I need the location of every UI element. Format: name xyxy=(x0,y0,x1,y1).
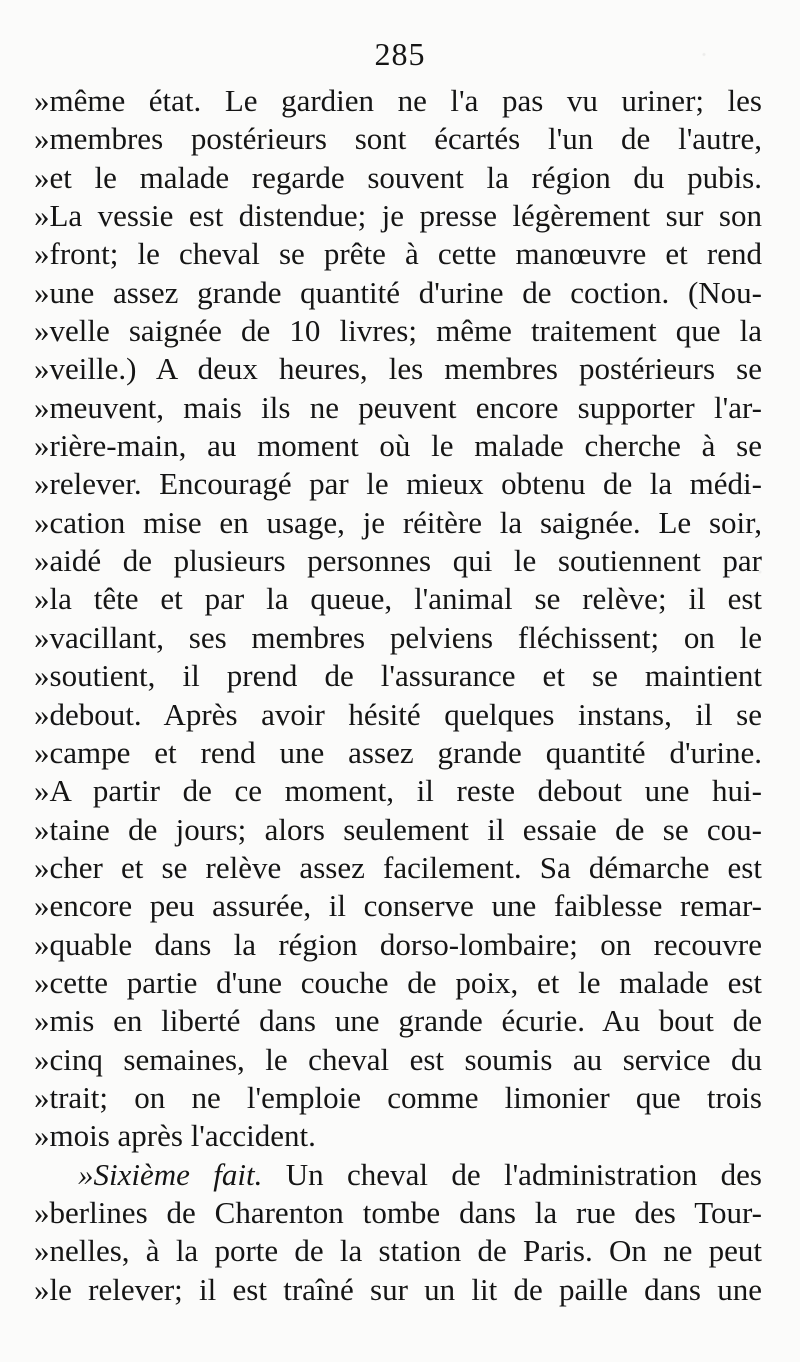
text-line: »berlines de Charenton tombe dans la rue des Tour- xyxy=(34,1194,762,1230)
text-line: »trait; on ne l'emploie comme limonier que trois xyxy=(34,1079,762,1115)
text-line: »une assez grande quantité d'urine de coction. (Nou- xyxy=(34,274,762,310)
text-line: »membres postérieurs sont écartés l'un de l'autre, xyxy=(34,121,762,157)
text-line: »même état. Le gardien ne l'a pas vu uriner; les xyxy=(34,83,762,118)
text-line: »soutient, il prend de l'assurance et se maintient xyxy=(34,658,762,694)
text-line: »aidé de plusieurs personnes qui le soutiennent par xyxy=(34,543,762,579)
text-line: »meuvent, mais ils ne peuvent encore supporter l'ar- xyxy=(34,389,762,425)
text-line: »rière-main, au moment où le malade cherche à se xyxy=(34,428,762,464)
text-line: »cette partie d'une couche de poix, et le malade est xyxy=(34,964,762,1000)
text-line: »cher et se relève assez facilement. Sa démarche est xyxy=(34,849,762,885)
text-line: »cation mise en usage, je réitère la saignée. Le soir, xyxy=(34,504,762,540)
section-heading: »Sixième fait. xyxy=(78,1156,263,1192)
text-line: »et le malade regarde souvent la région du pubis. xyxy=(34,159,762,195)
text-line: »taine de jours; alors seulement il essaie de se cou- xyxy=(34,811,762,847)
text-span: Un cheval de l'administration des xyxy=(262,1156,762,1192)
text-line: »vacillant, ses membres pelviens fléchissent; on le xyxy=(34,619,762,655)
text-line: »La vessie est distendue; je presse légèrement sur son xyxy=(34,198,762,234)
text-line: »campe et rend une assez grande quantité d'urine. xyxy=(34,734,762,770)
text-line: »A partir de ce moment, il reste debout une hui- xyxy=(34,773,762,809)
text-line: »cinq semaines, le cheval est soumis au service du xyxy=(34,1041,762,1077)
text-line: »quable dans la région dorso-lombaire; on recouvre xyxy=(34,926,762,962)
body-text xyxy=(34,82,762,1309)
text-line: »nelles, à la porte de la station de Paris. On ne peut xyxy=(34,1233,762,1269)
paragraph-start-line xyxy=(34,1156,762,1194)
text-line: »front; le cheval se prête à cette manœuvre et rend xyxy=(34,236,762,272)
text-line: »veille.) A deux heures, les membres postérieurs se xyxy=(34,351,762,387)
text-line: »la tête et par la queue, l'animal se relève; il est xyxy=(34,581,762,617)
text-line: »mois après l'accident. xyxy=(34,1118,316,1154)
text-line: »debout. Après avoir hésité quelques instans, il se xyxy=(34,696,762,732)
text-line: »relever. Encouragé par le mieux obtenu de la médi- xyxy=(34,466,762,502)
page-number: 285 xyxy=(374,36,426,72)
text-line: »encore peu assurée, il conserve une faiblesse remar- xyxy=(34,888,762,924)
text-line: »velle saignée de 10 livres; même traitement que la xyxy=(34,313,762,349)
text-line: »mis en liberté dans une grande écurie. Au bout de xyxy=(34,1003,762,1039)
text-line: »le relever; il est traîné sur un lit de paille dans une xyxy=(34,1271,762,1307)
